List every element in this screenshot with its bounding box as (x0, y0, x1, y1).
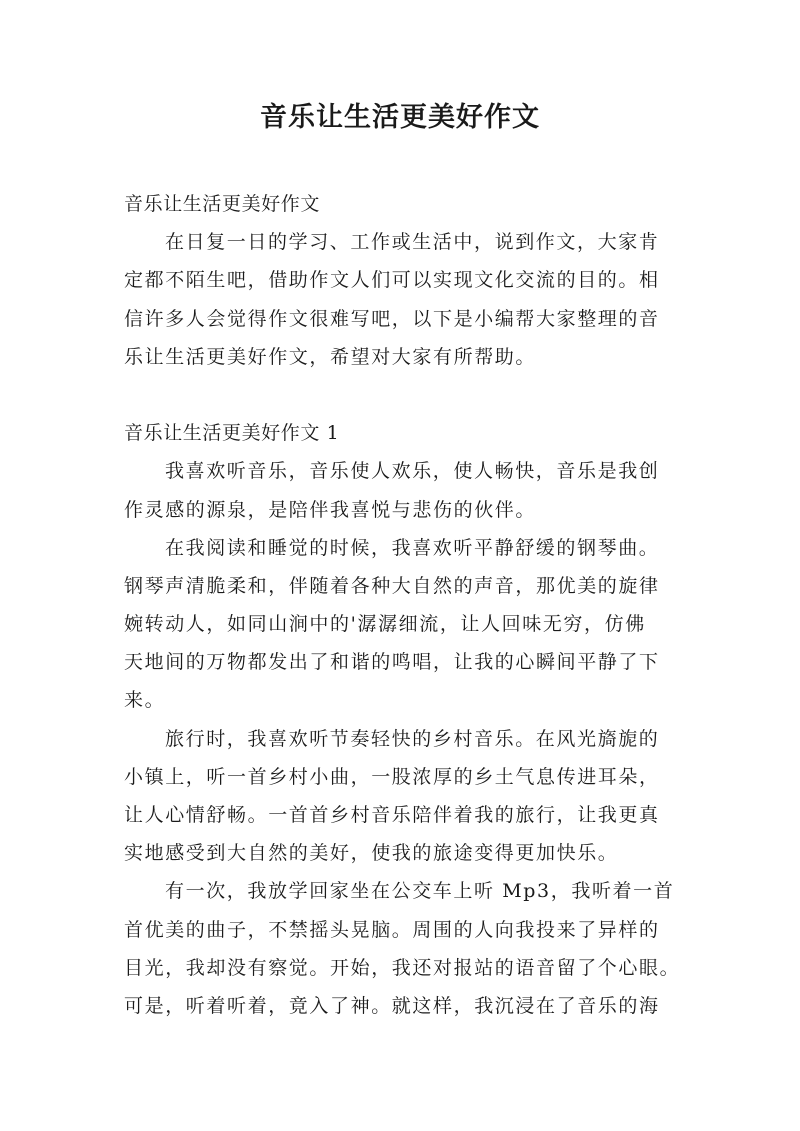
paragraph-spacer (124, 376, 704, 414)
intro-line: 在日复一日的学习、工作或生活中，说到作文，大家肯 (165, 231, 660, 254)
paragraph-line: 旅行时，我喜欢听节奏轻快的乡村音乐。在风光旖旎的 (165, 727, 660, 750)
paragraph-line: 让人心情舒畅。一首首乡村音乐陪伴着我的旅行，让我更真 (124, 804, 660, 826)
paragraph-line: 天地间的万物都发出了和谐的鸣唱，让我的心瞬间平静了下 (124, 651, 660, 674)
paragraph-line: 实地感受到大自然的美好，使我的旅途变得更加快乐。 (124, 842, 619, 865)
paragraph-line: 作灵感的源泉，是陪伴我喜悦与悲伤的伙伴。 (124, 498, 537, 521)
document-title: 音乐让生活更美好作文 (260, 102, 540, 133)
intro-line: 定都不陌生吧，借助作文人们可以实现文化交流的目的。相 (124, 269, 660, 292)
paragraph-line: 婉转动人，如同山涧中的'潺潺细流，让人回味无穷，仿佛 (124, 613, 646, 636)
paragraph-line: 首优美的曲子，不禁摇头晃脑。周围的人向我投来了异样的 (124, 918, 660, 941)
document-body (124, 185, 704, 1025)
paragraph-line: 来。 (124, 689, 166, 712)
paragraph-line: 钢琴声清脆柔和，伴随着各种大自然的声音，那优美的旋律 (124, 574, 660, 597)
paragraph-line: 可是，听着听着，竟入了神。就这样，我沉浸在了音乐的海 (124, 994, 660, 1017)
paragraph-line: 在我阅读和睡觉的时候，我喜欢听平静舒缓的钢琴曲。 (165, 536, 660, 559)
paragraph-line: 我喜欢听音乐，音乐使人欢乐，使人畅快，音乐是我创 (165, 460, 660, 483)
paragraph-line: 小镇上，听一首乡村小曲，一股浓厚的乡土气息传进耳朵， (124, 765, 660, 788)
intro-line: 乐让生活更美好作文，希望对大家有所帮助。 (124, 345, 537, 368)
intro-heading: 音乐让生活更美好作文 (124, 193, 321, 215)
intro-line: 信许多人会觉得作文很难写吧，以下是小编帮大家整理的音 (124, 307, 660, 330)
paragraph-line: 目光，我却没有察觉。开始，我还对报站的语音留了个心眼。 (124, 956, 681, 979)
section-heading: 音乐让生活更美好作文 1 (124, 422, 340, 445)
paragraph-line: 有一次，我放学回家坐在公交车上听 Mp3，我听着一首 (165, 880, 675, 903)
